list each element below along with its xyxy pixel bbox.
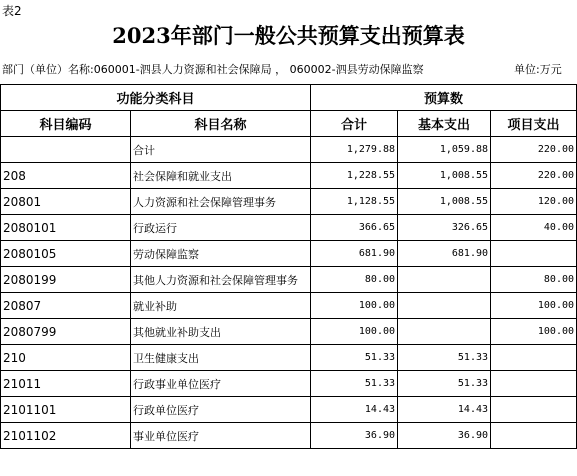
table-row: [1, 319, 577, 345]
column-header-name: 科目名称: [131, 111, 311, 137]
cell-total: 14.43: [311, 397, 398, 423]
cell-name: 其他人力资源和社会保障管理事务: [131, 267, 311, 293]
classification-group-header: 功能分类科目: [1, 85, 311, 111]
column-header-code: 科目编码: [1, 111, 131, 137]
cell-code: 20801: [1, 189, 131, 215]
cell-total: 51.33: [311, 371, 398, 397]
cell-basic: 14.43: [398, 397, 491, 423]
cell-code: 20807: [1, 293, 131, 319]
cell-basic: 681.90: [398, 241, 491, 267]
cell-project: 40.00: [491, 215, 577, 241]
cell-basic: 1,059.88: [398, 137, 491, 163]
cell-name: 行政事业单位医疗: [131, 371, 311, 397]
cell-total: 100.00: [311, 319, 398, 345]
cell-code: 2080105: [1, 241, 131, 267]
cell-name: 行政运行: [131, 215, 311, 241]
cell-name: 社会保障和就业支出: [131, 163, 311, 189]
cell-total: 80.00: [311, 267, 398, 293]
cell-project: [491, 241, 577, 267]
cell-code: 2101102: [1, 423, 131, 449]
cell-name: 就业补助: [131, 293, 311, 319]
cell-basic: [398, 267, 491, 293]
cell-name: 劳动保障监察: [131, 241, 311, 267]
cell-name: 卫生健康支出: [131, 345, 311, 371]
cell-name: 行政单位医疗: [131, 397, 311, 423]
page-title: 2023年部门一般公共预算支出预算表: [112, 23, 465, 48]
cell-code: [1, 137, 131, 163]
cell-total: 1,228.55: [311, 163, 398, 189]
cell-basic: 36.90: [398, 423, 491, 449]
cell-project: 80.00: [491, 267, 577, 293]
column-header-project: 项目支出: [491, 111, 577, 137]
cell-basic: 326.65: [398, 215, 491, 241]
cell-basic: [398, 319, 491, 345]
column-header-basic: 基本支出: [398, 111, 491, 137]
cell-project: 220.00: [491, 137, 577, 163]
cell-name: 其他就业补助支出: [131, 319, 311, 345]
cell-name: 合计: [131, 137, 311, 163]
budget-group-header: 预算数: [311, 85, 577, 111]
table-row: [1, 397, 577, 423]
cell-total: 36.90: [311, 423, 398, 449]
cell-total: 1,128.55: [311, 189, 398, 215]
table-row: [1, 267, 577, 293]
cell-project: 220.00: [491, 163, 577, 189]
table-row: [1, 423, 577, 449]
cell-total: 1,279.88: [311, 137, 398, 163]
cell-code: 21011: [1, 371, 131, 397]
cell-basic: [398, 293, 491, 319]
cell-code: 2080799: [1, 319, 131, 345]
cell-name: 事业单位医疗: [131, 423, 311, 449]
cell-total: 681.90: [311, 241, 398, 267]
table-row: [1, 371, 577, 397]
table-row: [1, 241, 577, 267]
cell-code: 2101101: [1, 397, 131, 423]
table-row: [1, 163, 577, 189]
cell-code: 2080101: [1, 215, 131, 241]
cell-project: 100.00: [491, 293, 577, 319]
cell-code: 210: [1, 345, 131, 371]
cell-code: 2080199: [1, 267, 131, 293]
cell-basic: 51.33: [398, 371, 491, 397]
cell-name: 人力资源和社会保障管理事务: [131, 189, 311, 215]
cell-project: [491, 371, 577, 397]
cell-project: 100.00: [491, 319, 577, 345]
column-header-total: 合计: [311, 111, 398, 137]
table-row: [1, 189, 577, 215]
cell-total: 51.33: [311, 345, 398, 371]
budget-table: [0, 84, 577, 449]
cell-project: [491, 423, 577, 449]
cell-code: 208: [1, 163, 131, 189]
table-body: [1, 137, 577, 449]
cell-basic: 1,008.55: [398, 189, 491, 215]
department-name-line: 部门（单位）名称:060001-泗县人力资源和社会保障局 ， 060002-泗县劳动保障监察: [2, 63, 424, 76]
currency-unit: 单位:万元: [514, 63, 562, 76]
cell-total: 366.65: [311, 215, 398, 241]
table-row: [1, 137, 577, 163]
cell-total: 100.00: [311, 293, 398, 319]
table-row: [1, 215, 577, 241]
cell-project: [491, 345, 577, 371]
table-row: [1, 345, 577, 371]
cell-basic: 51.33: [398, 345, 491, 371]
cell-project: [491, 397, 577, 423]
cell-basic: 1,008.55: [398, 163, 491, 189]
cell-project: 120.00: [491, 189, 577, 215]
table-label: 表2: [2, 4, 22, 18]
table-row: [1, 293, 577, 319]
